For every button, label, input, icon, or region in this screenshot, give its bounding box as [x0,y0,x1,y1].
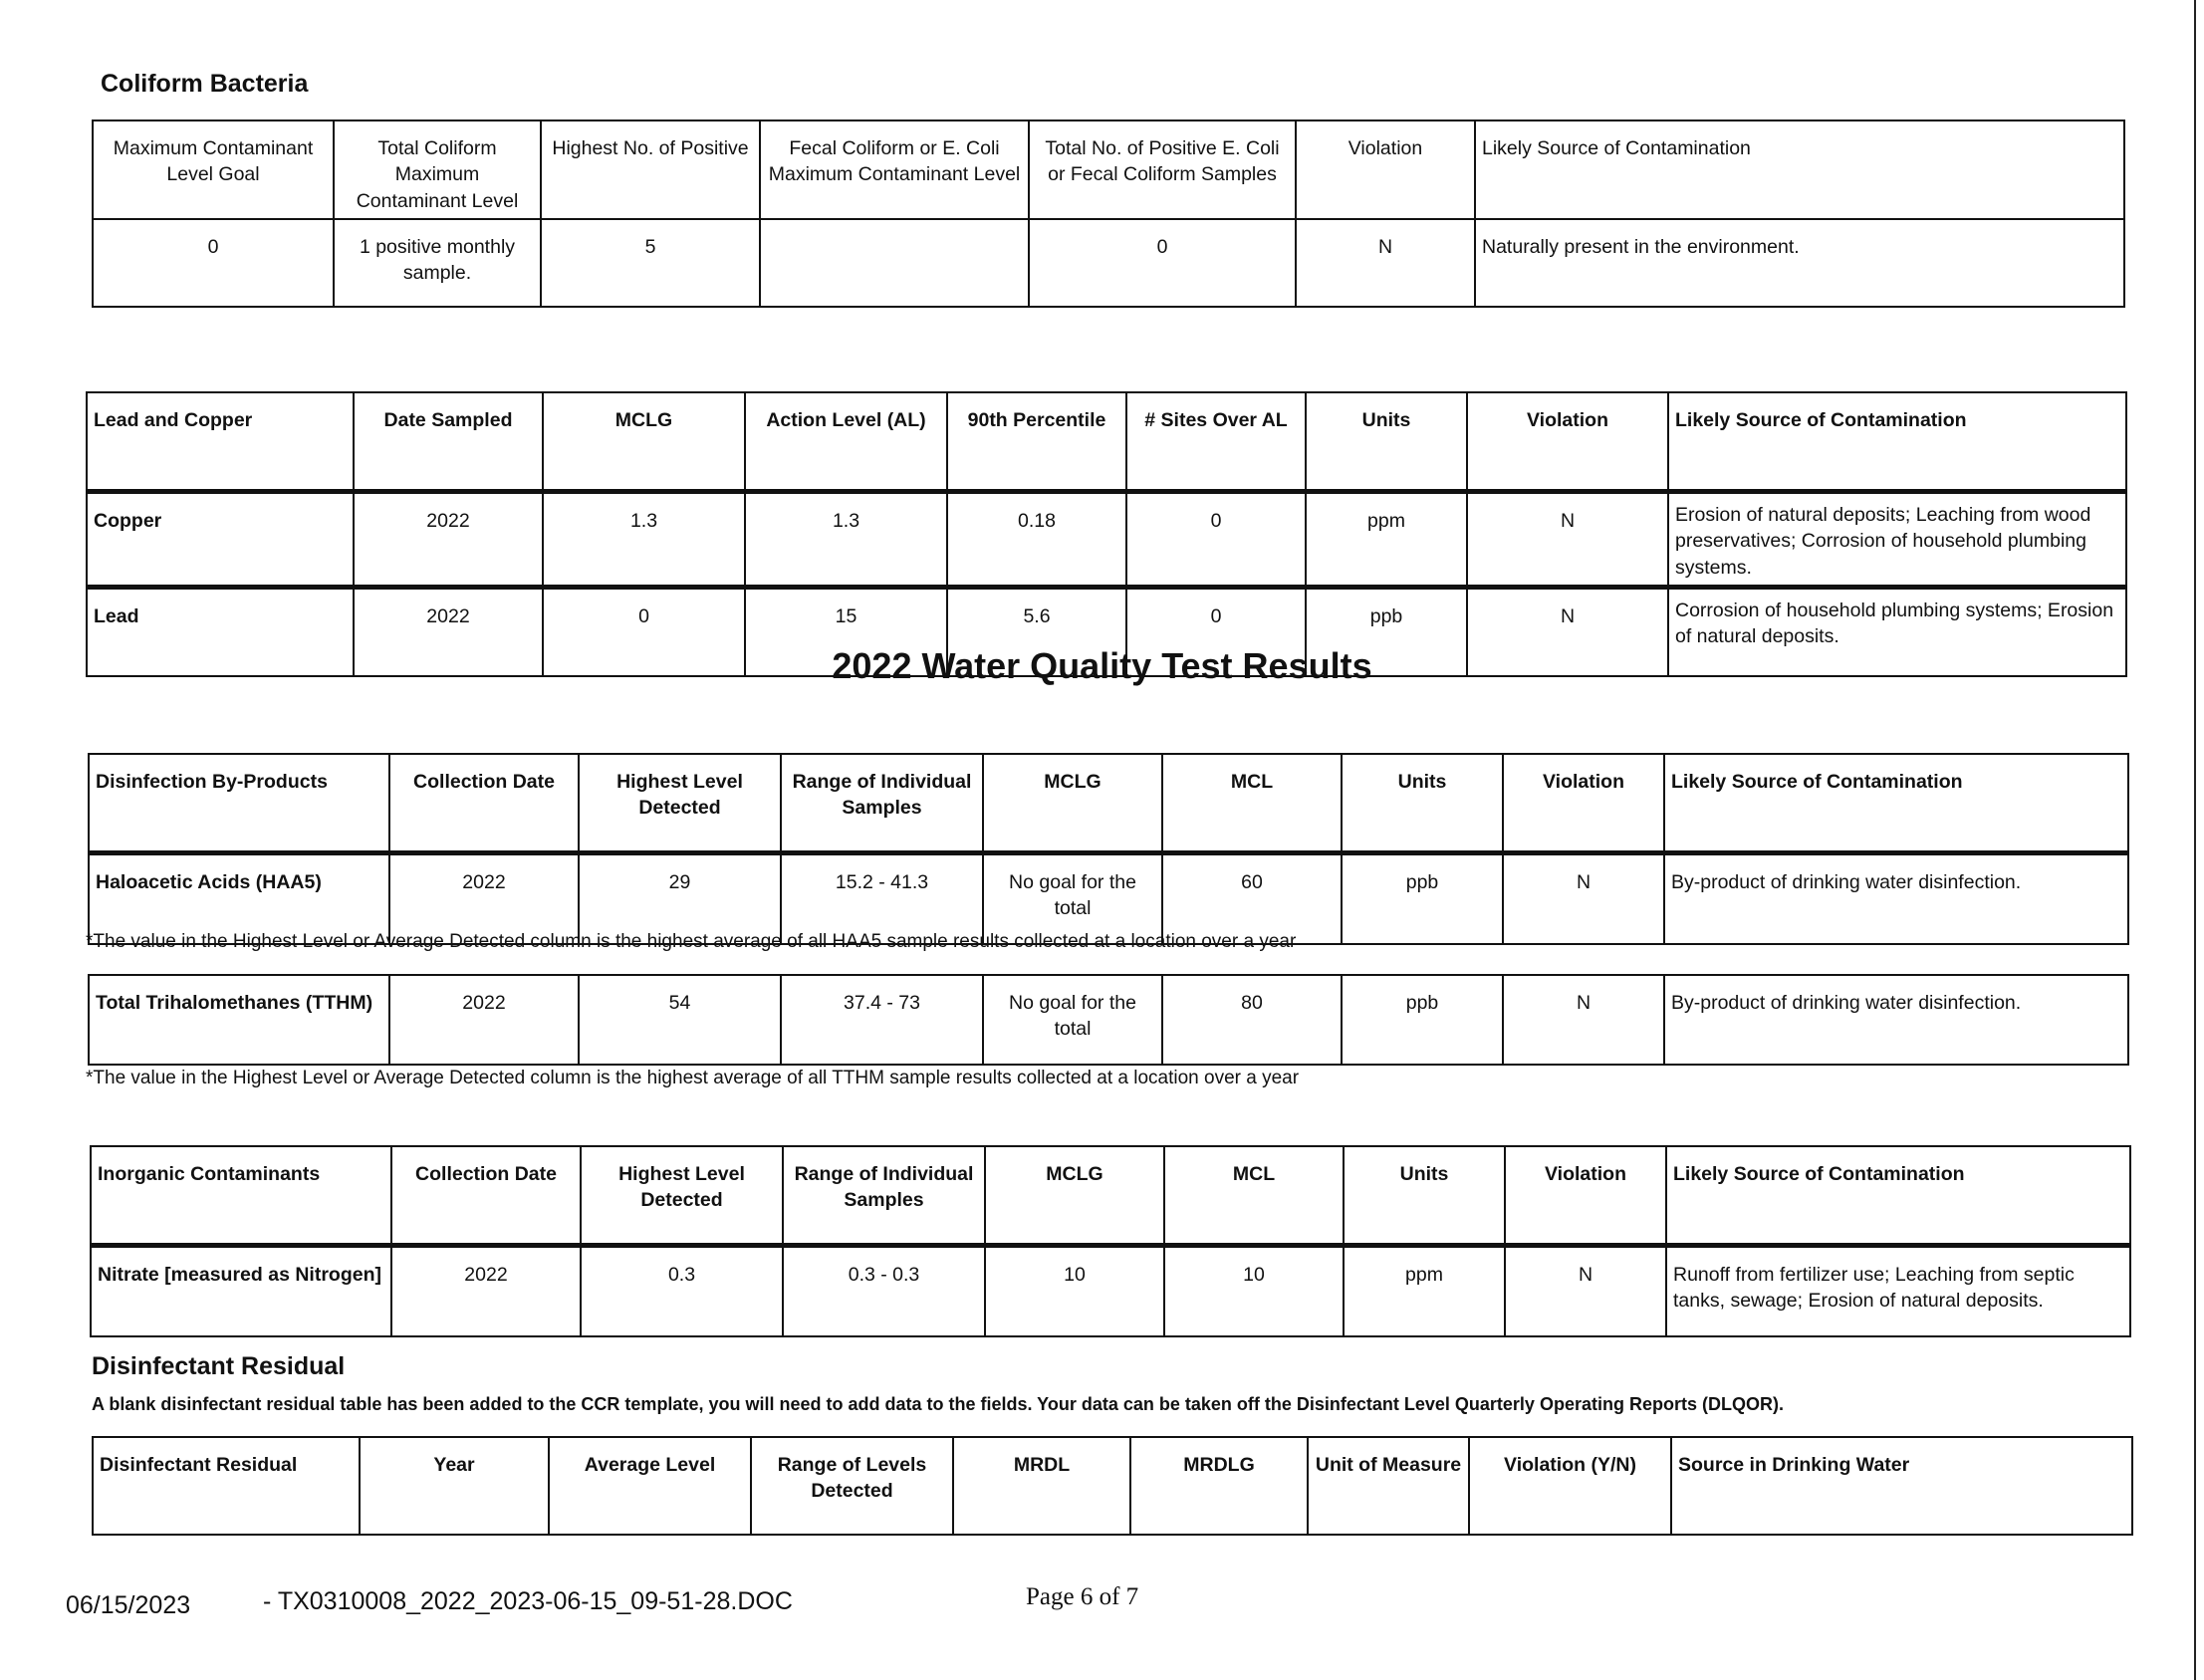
coliform-header: Fecal Coliform or E. Coli Maximum Contaminant Level [760,120,1029,219]
footer-filename: - TX0310008_2022_2023-06-15_09-51-28.DOC [263,1587,793,1615]
table-cell: N [1503,975,1664,1065]
residual-title: Disinfectant Residual [92,1352,346,1380]
table-row [93,219,2124,307]
table-cell: ppm [1306,492,1467,588]
residual-note: A blank disinfectant residual table has been added to the CCR template, you will need to add data to the fields. Your data can be taken off the Disinfectant Level Quarterly Operating Reports (DLQOR). [92,1394,1784,1414]
table-row [87,492,2126,588]
table-cell: 0.18 [947,492,1126,588]
lead-copper-header: Violation [1467,392,1668,492]
lead-copper-header: Date Sampled [354,392,543,492]
dbp-header: MCLG [983,754,1162,853]
inorganic-header: Collection Date [391,1146,581,1246]
table-cell: By-product of drinking water disinfection. [1664,853,2128,945]
table-cell: 15 [745,587,947,676]
inorganic-header: Units [1344,1146,1505,1246]
row-label: Lead [87,587,354,676]
coliform-header: Maximum Contaminant Level Goal [93,120,334,219]
residual-header: Range of Levels Detected [751,1437,953,1535]
table-cell: N [1505,1246,1666,1337]
lead-copper-header: MCLG [543,392,745,492]
residual-header: Source in Drinking Water [1671,1437,2132,1535]
inorganic-header-row [91,1146,2130,1246]
table-cell: 2022 [389,853,579,945]
table-cell: Corrosion of household plumbing systems; Erosion of natural deposits. [1668,587,2126,676]
dbp-header: Violation [1503,754,1664,853]
dbp-header: Highest Level Detected [579,754,781,853]
table-cell: 80 [1162,975,1342,1065]
lead-copper-header: Units [1306,392,1467,492]
inorganic-header: Inorganic Contaminants [91,1146,391,1246]
row-label: Haloacetic Acids (HAA5) [89,853,389,945]
table-row [91,1246,2130,1337]
table-cell: No goal for the total [983,975,1162,1065]
table-cell: 0 [1126,587,1306,676]
lead-copper-header: 90th Percentile [947,392,1126,492]
footer-page-number: Page 6 of 7 [1026,1583,1139,1610]
table-cell: 1.3 [745,492,947,588]
inorganic-header: Range of Individual Samples [783,1146,985,1246]
table-cell: Naturally present in the environment. [1475,219,2124,307]
footer-date: 06/15/2023 [66,1591,191,1619]
lead-copper-header: # Sites Over AL [1126,392,1306,492]
lead-copper-header: Action Level (AL) [745,392,947,492]
residual-table [92,1436,2133,1536]
haa5-footnote: *The value in the Highest Level or Average Detected column is the highest average of all HAA5 sample results collected at a location over a year [86,931,1297,952]
page-title: 2022 Water Quality Test Results [832,645,1372,686]
dbp-header: Range of Individual Samples [781,754,983,853]
coliform-header: Total No. of Positive E. Coli or Fecal Coliform Samples [1029,120,1296,219]
dbp-header: Disinfection By-Products [89,754,389,853]
table-cell: 0 [93,219,334,307]
table-cell: ppb [1342,975,1503,1065]
tthm-table [88,974,2129,1066]
coliform-header-row [93,120,2124,219]
table-cell: 29 [579,853,781,945]
table-cell: 0 [1126,492,1306,588]
coliform-title: Coliform Bacteria [101,70,309,98]
dbp-header: Units [1342,754,1503,853]
table-cell: 37.4 - 73 [781,975,983,1065]
inorganic-header: Highest Level Detected [581,1146,783,1246]
table-cell: N [1467,492,1668,588]
dbp-header: Likely Source of Contamination [1664,754,2128,853]
table-cell: 2022 [391,1246,581,1337]
table-cell: 2022 [354,587,543,676]
residual-header-row [93,1437,2132,1535]
dbp-header: Collection Date [389,754,579,853]
table-cell: ppm [1344,1246,1505,1337]
inorganic-header: Violation [1505,1146,1666,1246]
tthm-footnote: *The value in the Highest Level or Average Detected column is the highest average of all TTHM sample results collected at a location over a year [86,1068,1300,1088]
row-label: Copper [87,492,354,588]
coliform-header: Highest No. of Positive [541,120,760,219]
table-cell: No goal for the total [983,853,1162,945]
table-cell: ppb [1306,587,1467,676]
lead-copper-header: Lead and Copper [87,392,354,492]
table-cell: N [1296,219,1475,307]
page-edge-line [2194,0,2196,1680]
table-cell: ppb [1342,853,1503,945]
table-cell: 15.2 - 41.3 [781,853,983,945]
coliform-header: Total Coliform Maximum Contaminant Level [334,120,541,219]
residual-header: Unit of Measure [1308,1437,1469,1535]
table-cell: 0.3 [581,1246,783,1337]
inorganic-table [90,1145,2131,1337]
residual-header: MRDLG [1130,1437,1308,1535]
table-cell: By-product of drinking water disinfection. [1664,975,2128,1065]
table-cell: 10 [1164,1246,1344,1337]
table-cell: 5.6 [947,587,1126,676]
table-cell: Runoff from fertilizer use; Leaching from septic tanks, sewage; Erosion of natural deposits. [1666,1246,2130,1337]
residual-header: Violation (Y/N) [1469,1437,1671,1535]
table-cell: 10 [985,1246,1164,1337]
lead-copper-header-row [87,392,2126,492]
row-label: Nitrate [measured as Nitrogen] [91,1246,391,1337]
table-cell: Erosion of natural deposits; Leaching from wood preservatives; Corrosion of household plumbing systems. [1668,492,2126,588]
table-cell: 5 [541,219,760,307]
table-cell: N [1467,587,1668,676]
table-cell: 60 [1162,853,1342,945]
table-cell: 0 [1029,219,1296,307]
table-cell: 0.3 - 0.3 [783,1246,985,1337]
residual-header: Year [360,1437,549,1535]
table-cell: N [1503,853,1664,945]
dbp-table [88,753,2129,945]
inorganic-header: MCLG [985,1146,1164,1246]
table-cell [760,219,1029,307]
lead-copper-table [86,391,2127,677]
dbp-header: MCL [1162,754,1342,853]
table-row [89,975,2128,1065]
inorganic-header: Likely Source of Contamination [1666,1146,2130,1246]
dbp-header-row [89,754,2128,853]
table-cell: 1.3 [543,492,745,588]
table-cell: 54 [579,975,781,1065]
lead-copper-header: Likely Source of Contamination [1668,392,2126,492]
residual-header: MRDL [953,1437,1130,1535]
coliform-table [92,120,2125,308]
table-cell: 1 positive monthly sample. [334,219,541,307]
residual-header: Disinfectant Residual [93,1437,360,1535]
table-cell: 2022 [354,492,543,588]
residual-header: Average Level [549,1437,751,1535]
table-cell: 2022 [389,975,579,1065]
coliform-header: Likely Source of Contamination [1475,120,2124,219]
table-cell: 0 [543,587,745,676]
inorganic-header: MCL [1164,1146,1344,1246]
row-label: Total Trihalomethanes (TTHM) [89,975,389,1065]
coliform-header: Violation [1296,120,1475,219]
